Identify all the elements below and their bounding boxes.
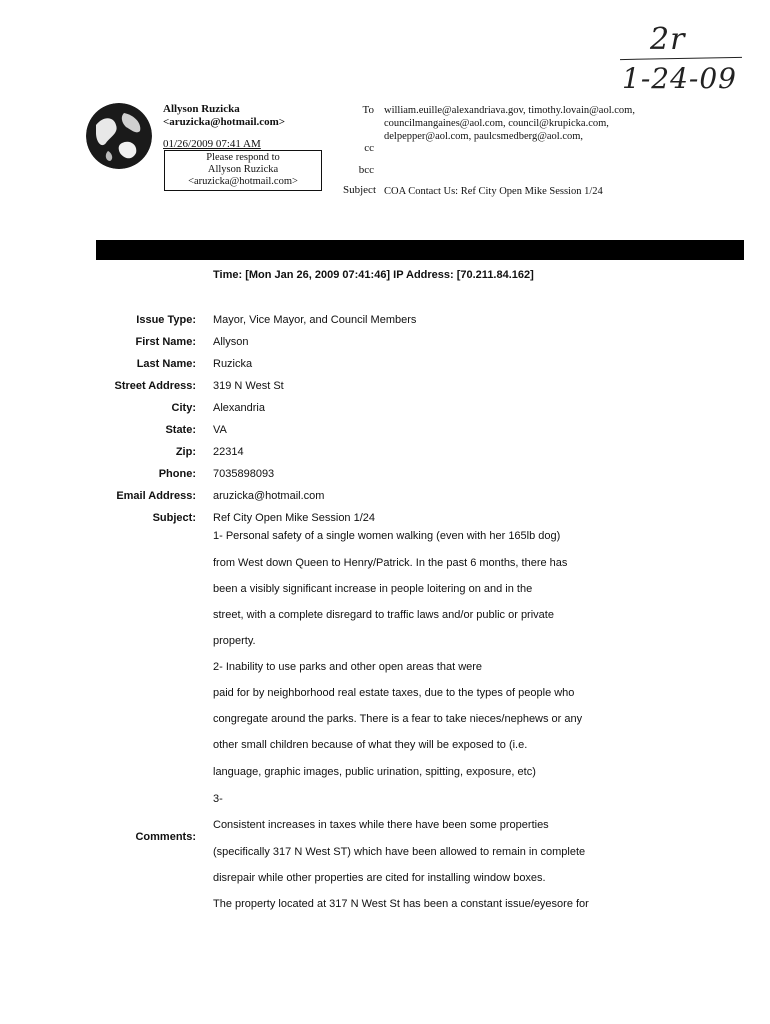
field-value: Allyson [213,336,249,348]
time-ip-line: Time: [Mon Jan 26, 2009 07:41:46] IP Address: [70.211.84.162] [213,269,534,281]
sender-avatar [86,103,152,169]
field-value: 319 N West St [213,380,284,392]
handwritten-note-top: 2r [650,22,686,57]
field-label: Issue Type: [136,314,196,326]
field-label: Street Address: [114,380,196,392]
field-value: Ruzicka [213,358,253,370]
to-label: To [362,104,374,116]
field-value: Mayor, Vice Mayor, and Council Members [213,314,417,326]
field-label: Last Name: [136,358,196,370]
comment-line: been a visibly significant increase in people loitering on and in the [213,583,533,595]
respond-line: Please respond to [206,152,280,163]
comment-line: congregate around the parks. There is a fear to take nieces/nephews or any [213,713,583,725]
field-value: Alexandria [213,402,265,414]
comment-line: language, graphic images, public urination, spitting, exposure, etc) [213,766,536,778]
sender-name: Allyson Ruzicka [163,103,240,115]
comment-line: street, with a complete disregard to traffic laws and/or public or private [213,609,554,621]
comment-line: The property located at 317 N West St has been a constant issue/eyesore for [213,898,589,910]
comment-line: 2- Inability to use parks and other open areas that were [213,661,483,673]
respond-line: Allyson Ruzicka [207,164,279,175]
to-recipients [384,104,635,143]
field-label: City: [171,402,196,414]
field-value: Ref City Open Mike Session 1/24 [213,512,376,524]
field-label: First Name: [135,336,196,348]
comment-line: disrepair while other properties are cited for installing window boxes. [213,872,546,884]
sender-date: 01/26/2009 07:41 AM [163,138,261,150]
field-label: Zip: [175,446,196,458]
field-label: Email Address: [116,490,196,502]
field-value: VA [213,424,227,436]
cc-label: cc [364,142,374,154]
handwritten-note-date: 1-24-09 [622,62,737,95]
comment-line: property. [213,635,256,647]
to-line: councilmangaines@aol.com, council@krupicka.com, [384,118,609,129]
field-value: 7035898093 [213,468,275,480]
field-value: aruzicka@hotmail.com [213,490,325,502]
comment-line: paid for by neighborhood real estate taxes, due to the types of people who [213,687,575,699]
subject-label: Subject [343,184,376,196]
field-label: State: [165,424,196,436]
respond-line: <aruzicka@hotmail.com> [188,176,298,187]
globe-icon [86,103,152,169]
comment-line: from West down Queen to Henry/Patrick. In the past 6 months, there has [213,557,568,569]
comments-label: Comments: [135,831,196,843]
bcc-label: bcc [358,164,374,176]
comment-line: 3- [213,793,223,805]
comment-line: (specifically 317 N West ST) which have been allowed to remain in complete [213,846,586,858]
sender-email: <aruzicka@hotmail.com> [163,116,286,128]
comment-line: Consistent increases in taxes while there have been some properties [213,819,549,831]
comment-line: 1- Personal safety of a single women walking (even with her 165lb dog) [213,530,561,542]
redaction-bar [96,240,744,260]
to-line: delpepper@aol.com, paulcsmedberg@aol.com, [384,131,584,142]
to-line: william.euille@alexandriava.gov, timothy.lovain@aol.com, [384,105,635,116]
field-value: 22314 [213,446,244,458]
field-label: Phone: [158,468,196,480]
subject-value: COA Contact Us: Ref City Open Mike Session 1/24 [384,186,603,197]
handwritten-divider [620,57,742,60]
field-label: Subject: [152,512,196,524]
comment-line: other small children because of what they will be exposed to (i.e. [213,739,528,751]
respond-to-box [164,150,322,191]
